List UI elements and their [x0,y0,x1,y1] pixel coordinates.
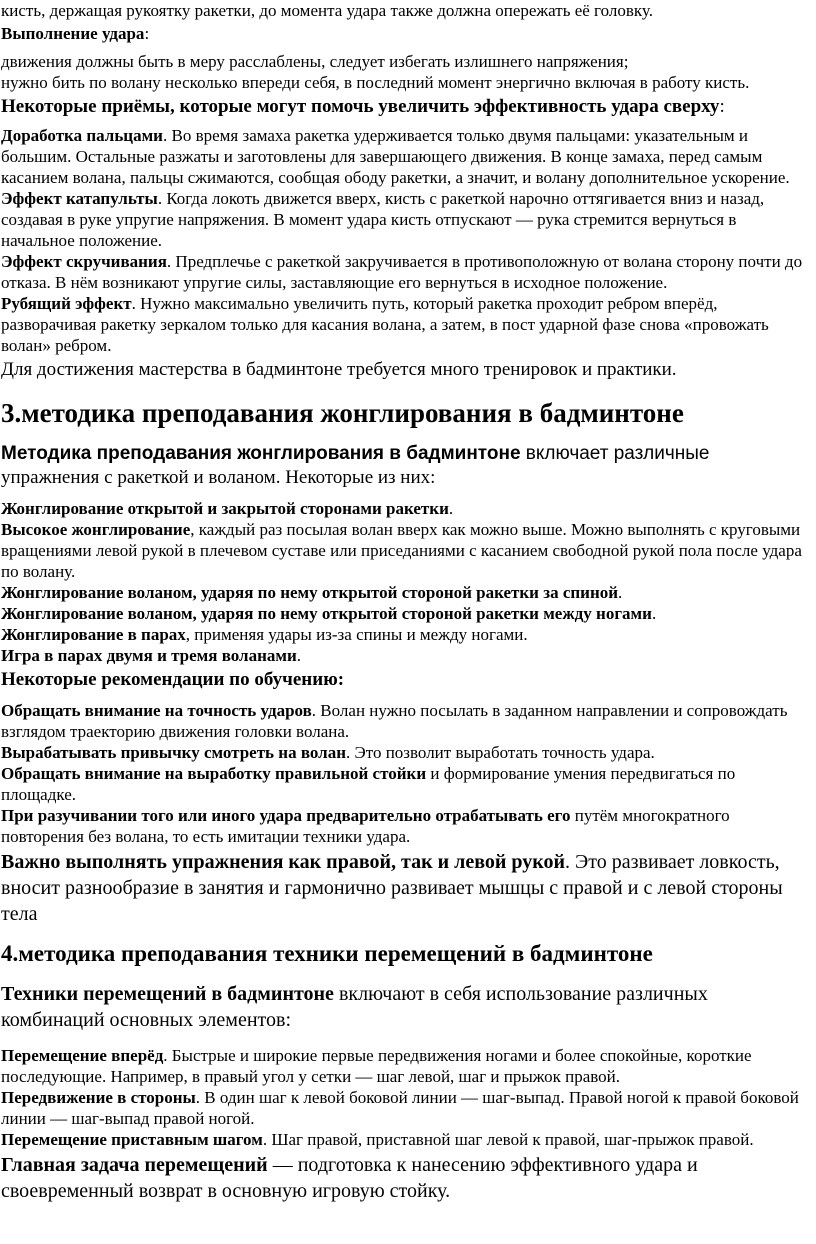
move-term: Передвижение в стороны [1,1088,196,1107]
colon: : [719,96,725,117]
exercise-text: , каждый раз посылая волан вверх как можно выше. Можно выполнять с круговыми вращениями левой рукой в плечевом суставе или приседаниями с касанием свободной рукой пола после удара по волану. [1,520,802,581]
move-term: Перемещение приставным шагом [1,1130,263,1149]
technique-term: Эффект скручивания [1,252,167,271]
exercise-term: Жонглирование воланом, ударяя по нему открытой стороной ракетки между ногами [1,604,652,623]
exercise-text: . [618,583,623,602]
recommendations-list [1,700,812,847]
exercises-list [1,498,812,666]
techniques-list [1,125,812,356]
exercise-item [1,603,812,624]
recommendation-text: . Волан нужно посылать в заданном направлении и сопровождать взглядом траекторию движения головки волана. [1,701,788,741]
heading-strike-execution [1,23,812,44]
heading-strike-execution-label: Выполнение удара [1,24,145,43]
main-goal-text: — подготовка к нанесению эффективного удара и своевременный возврат в основную игровую стойку. [1,1154,698,1202]
section-4-intro [1,981,812,1033]
technique-term: Эффект катапульты [1,189,158,208]
move-term: Перемещение вперёд [1,1046,164,1065]
section-4-intro-bold: Техники перемещений в бадминтоне [1,983,334,1005]
moves-list [1,1045,812,1150]
exercise-term: Жонглирование воланом, ударяя по нему открытой стороной ракетки за спиной [1,583,619,602]
technique-text: . Во время замаха ракетка удерживается только двумя пальцами: указательным и большим. Остальные разжаты и заготовлены для завершающего движения. В конце замаха, перед самым касанием волана, пальцы сжимаются, сообщая ободу ракетки, а значит, и волану дополнительное ускорение. [1,126,790,187]
heading-recommendations-label: Некоторые рекомендации по обучению: [1,669,345,690]
technique-item [1,293,812,356]
technique-text: . Когда локоть движется вверх, кисть с ракеткой нарочно оттягивается вниз и назад, создавая в руке упругие напряжения. В момент удара кисть отпускают — рука стремится вернуться в начальное положение. [1,189,765,250]
exercise-item [1,582,812,603]
section-3-intro [1,442,812,466]
both-hands-text: . Это развивает ловкость, вносит разнообразие в занятия и гармонично развивает мышцы с правой и с левой стороны тела [1,851,783,925]
exercise-term: Жонглирование в парах [1,625,186,644]
paragraph-hit-ahead: нужно бить по волану несколько впереди себя, в последний момент энергично включая в работу кисть. [1,73,750,92]
recommendation-term: Вырабатывать привычку смотреть на волан [1,743,347,762]
recommendation-item [1,742,812,763]
colon: : [144,24,150,43]
recommendation-text: и формирование умения передвигаться по площадке. [1,764,736,804]
recommendation-term: Обращать внимание на точность ударов [1,701,312,720]
technique-term: Рубящий эффект [1,294,132,313]
exercise-term: Жонглирование открытой и закрытой сторонами ракетки [1,499,449,518]
exercise-term: Высокое жонглирование [1,520,191,539]
technique-text: . Предплечье с ракеткой закручивается в противоположную от волана сторону почти до отказа. В нём возникают упругие силы, заставляющие его вернуться в исходное положение. [1,252,803,292]
section-3-intro-bold: Методика преподавания жонглирования в бадминтоне [1,443,521,464]
both-hands-bold: Важно выполнять упражнения как правой, так и левой рукой [1,851,566,873]
recommendation-item [1,700,812,742]
section-4-intro-text: включают в себя использование различных комбинаций основных элементов: [1,983,708,1031]
exercise-text: . [448,499,454,518]
paragraph-mastery: Для достижения мастерства в бадминтоне требуется много тренировок и практики. [1,359,677,380]
recommendation-item [1,763,812,805]
exercise-text: . [296,646,302,665]
exercise-item [1,624,812,645]
paragraph-both-hands [1,849,812,927]
exercise-text: , применяя удары из-за спины и между ногами. [185,625,528,644]
technique-item [1,188,812,251]
recommendation-term: При разучивании того или иного удара предварительно отрабатывать его [1,806,571,825]
heading-techniques-label: Некоторые приёмы, которые могут помочь увеличить эффективность удара сверху [1,96,720,117]
section-3-intro-line2: упражнения с ракеткой и воланом. Некоторые из них: [1,467,436,488]
move-item [1,1045,812,1087]
move-item [1,1129,812,1150]
section-3-intro-rest: включает различные [520,443,710,464]
move-text: . Быстрые и широкие первые передвижения ногами и более спокойные, короткие последующие. Например, в правый угол у сетки — шаг левой, шаг и прыжок правой. [1,1046,752,1086]
recommendation-item [1,805,812,847]
section-4-title: 4.методика преподавания техники перемещений в бадминтоне [1,941,653,966]
technique-item [1,251,812,293]
exercise-item [1,519,812,582]
section-3-title: 3.методика преподавания жонглирования в бадминтоне [1,398,684,428]
exercise-item [1,498,812,519]
recommendation-text: путём многократного повторения без волана, то есть имитации техники удара. [1,806,730,846]
technique-term: Доработка пальцами [1,126,163,145]
paragraph-main-goal [1,1152,812,1204]
move-text: . В один шаг к левой боковой линии — шаг-выпад. Правой ногой к правой боковой линии — шаг-выпад правой ногой. [1,1088,799,1128]
technique-text: . Нужно максимально увеличить путь, который ракетка проходит ребром вперёд, разворачивая ракетку зеркалом только для касания волана, а затем, в пост ударной фазе снова «провожать волан» ребром. [1,294,769,355]
paragraph-wrist: кисть, держащая рукоятку ракетки, до момента удара также должна опережать её головку. [1,1,653,20]
recommendation-term: Обращать внимание на выработку правильной стойки [1,764,427,783]
technique-item [1,125,812,188]
heading-techniques [1,95,812,119]
main-goal-bold: Главная задача перемещений [1,1154,268,1176]
exercise-text: . [651,604,657,623]
exercise-item [1,645,812,666]
move-item [1,1087,812,1129]
exercise-term: Игра в парах двумя и тремя воланами [1,646,297,665]
recommendation-text: . Это позволит выработать точность удара. [346,743,655,762]
paragraph-relaxed: движения должны быть в меру расслаблены, следует избегать излишнего напряжения; [1,52,629,71]
move-text: . Шаг правой, приставной шаг левой к правой, шаг-прыжок правой. [262,1130,754,1149]
heading-recommendations [1,668,812,692]
